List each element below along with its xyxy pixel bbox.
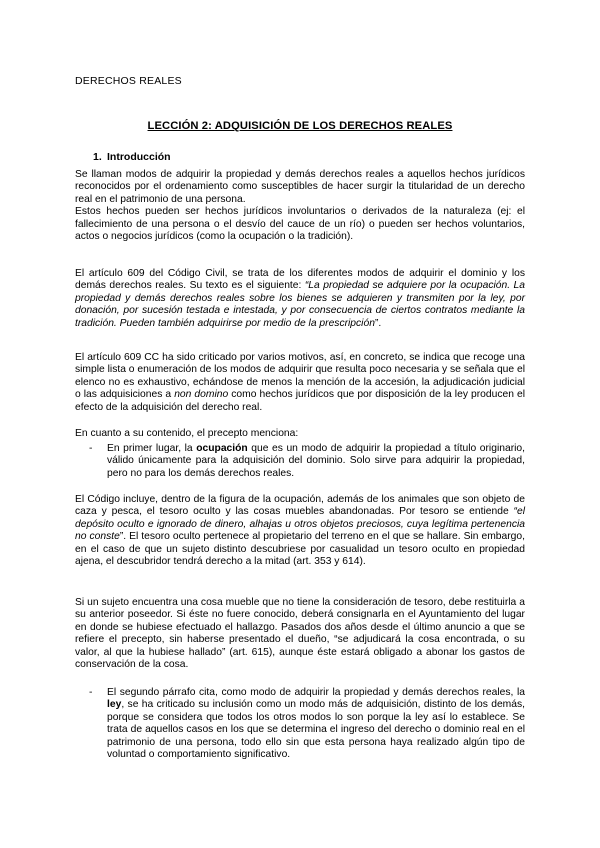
article-609-paragraph — [75, 268, 525, 330]
codigo-block — [75, 494, 525, 568]
section-label: Introducción — [107, 151, 171, 163]
bullet-ocupacion-tail: que es un modo de adquirir la propiedad a título originario, válido únicamente para la adquisición del dominio. Solo sirve para adquirir la propiedad, pero no para los demás derechos reales. — [107, 443, 525, 479]
bullet-dash: - — [89, 687, 93, 698]
codigo-paragraph — [75, 494, 525, 568]
critic-tail: como hechos jurídicos que por disposición de la ley producen el efecto de la adquisición del derecho real. — [75, 389, 526, 413]
critic-italic: non domino — [174, 389, 229, 401]
intro-paragraph-1: Se llaman modos de adquirir la propiedad y demás derechos reales a aquellos hechos jurídicos reconocidos por el ordenamiento como susceptibles de hacer surgir la titularidad de un derecho real en el patrimonio de una persona. — [75, 169, 525, 205]
bullet-ocupacion-text — [107, 443, 525, 480]
intro-block — [75, 169, 525, 243]
bullet-ley — [89, 687, 525, 761]
bullet-ley-bold: ley — [107, 699, 122, 711]
contenido-intro-text: En cuanto a su contenido, el precepto menciona: — [75, 428, 299, 439]
section-number: 1. — [93, 151, 102, 163]
bullet-ocupacion-bold: ocupación — [196, 443, 248, 454]
intro-paragraph-2: Estos hechos pueden ser hechos jurídicos involuntarios o derivados de la naturaleza (ej: el fallecimiento de una persona o el desvío del cauce de un río) o pueden ser hechos voluntarios, actos o negocios jurídicos (como la ocupación o la tradición). — [75, 206, 525, 243]
bullet-ley-tail: , se ha criticado su inclusión como un modo más de adquisición, distinto de los demás, porque se considera que todos los otros modos lo son porque la ley así lo establece. Se trata de aquellos casos en los que se determina el ingreso del derecho o dominio real en el patrimonio de una persona, todo ello sin que esta persona haya realizado algún tipo de voluntad o comportamiento significativo. — [107, 699, 525, 761]
contenido-intro — [75, 428, 525, 440]
section-heading — [93, 151, 171, 163]
article-609-tail: ”. — [374, 317, 382, 329]
lesson-title: LECCIÓN 2: ADQUISICIÓN DE LOS DERECHOS REALES — [147, 120, 453, 132]
mueble-block — [75, 597, 525, 671]
bullet-ley-text — [107, 687, 525, 761]
bullet-ley-lead: El segundo párrafo cita, como modo de adquirir la propiedad y demás derechos reales, la — [107, 687, 525, 698]
critic-lead: El artículo 609 CC ha sido criticado por varios motivos, así, en concreto, se indica que recoge una simple lista o enumeración de los modos de adquirir que resulta poco necesaria y se señala que el elenco no es exhaustivo, echándose de menos la mención de la accesión, la adjudicación judicial o las adquisiciones a — [75, 352, 525, 401]
critic-block — [75, 352, 525, 414]
bullet-ocupacion-lead: En primer lugar, la — [107, 443, 197, 454]
codigo-quote: “el depósito oculto e ignorado de dinero, alhajas u otros objetos preciosos, cuya legítima pertenencia no conste — [75, 506, 525, 543]
codigo-tail: ”. El tesoro oculto pertenece al propietario del terreno en el que se hallare. Sin embargo, en el caso de que un sujeto distinto descubriese por casualidad un tesoro oculto en propiedad ajena, el descubridor tendrá derecho a la mitad (art. 353 y 614). — [75, 531, 526, 568]
critic-paragraph — [75, 352, 525, 414]
bullet-ocupacion — [89, 443, 525, 480]
codigo-lead: El Código incluye, dentro de la figura de la ocupación, además de los animales que son objeto de caza y pesca, el tesoro oculto y las cosas muebles abandonadas. Por tesoro se entiende — [75, 494, 525, 518]
article-609-block — [75, 268, 525, 330]
article-609-quote: “La propiedad se adquiere por la ocupación. La propiedad y demás derechos reales sobre los bienes se adquieren y transmiten por la ley, por donación, por sucesión testada e intestada, y por consecuencia de ciertos contratos mediante la tradición. Pueden también adquirirse por medio de la prescripción — [75, 280, 525, 329]
mueble-paragraph: Si un sujeto encuentra una cosa mueble que no tiene la consideración de tesoro, debe restituirla a su anterior poseedor. Si éste no fuere conocido, deberá consignarla en el Ayuntamiento del lugar en donde se hubiese efectuado el hallazgo. Pasados dos años desde el último anuncio a que se refiere el precepto, sin haberse presentado el dueño, “se adjudicará la cosa encontrada, o su valor, al que la hubiese hallado” (art. 615), aunque éste estará obligado a abonar los gastos de conservación de la cosa. — [75, 597, 525, 671]
article-609-lead: El artículo 609 del Código Civil, se trata de los diferentes modos de adquirir el dominio y los demás derechos reales. Su texto es el siguiente: — [75, 268, 525, 292]
running-header: DERECHOS REALES — [75, 75, 182, 87]
bullet-dash: - — [89, 443, 93, 454]
